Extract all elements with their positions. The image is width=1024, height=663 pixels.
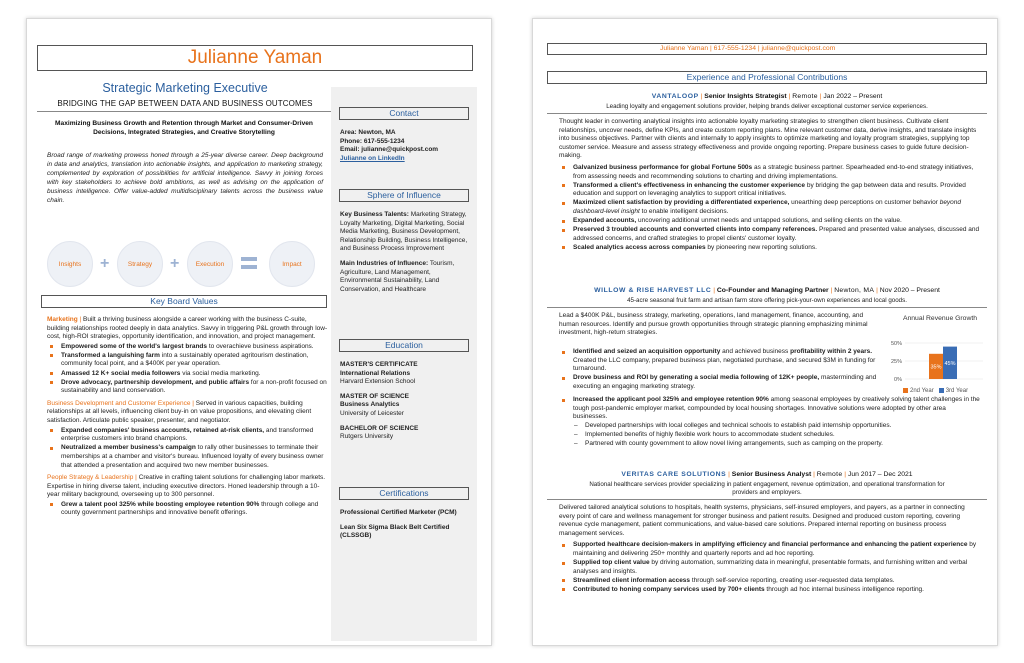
list-item: Transformed a client's effectiveness in enhancing the customer experience by bridging the gap between data and results. Provided education and support on leveraging analytics to support critical initiatives. — [559, 182, 981, 199]
list-item: Expanded accounts, uncovering additional unmet needs and untapped solutions, and selling clients on the value. — [559, 217, 981, 226]
contact-phone: Phone: 617-555-1234 — [340, 137, 405, 145]
list-item: Transformed a languishing farm into a sustainably operated agritourism destination, community focal point, and a $400K per year operation. — [47, 352, 329, 369]
job-bullets-willow-rise-b — [559, 396, 981, 450]
education-heading: Education — [339, 339, 469, 352]
people-bullets — [47, 501, 329, 518]
contact-heading: Contact — [339, 107, 469, 120]
job-header-vantaloop: VANTALOOP | Senior Insights Strategist | Remote | Jan 2022 – Present — [651, 93, 883, 100]
influence-block: Key Business Talents: Marketing Strategy, Loyalty Marketing, Digital Marketing, Social Media Marketing, Business Development, Relationship Building, Business Intelligence, and Business Process Improvement Main Industries of Influence: Tourism, Agriculture, Land Management, Environmental Sustainability, Land Conservation, and Healthcare — [340, 211, 468, 293]
job-header-willow-rise: WILLOW & RISE HARVEST LLC | Co-Founder and Managing Partner | Newton, MA | Nov 2020 – Present — [594, 287, 940, 294]
job-bullets-willow-rise-a — [559, 348, 883, 392]
name-banner — [37, 45, 473, 71]
list-item: Amassed 12 K+ social media followers via social media marketing. — [47, 370, 329, 379]
list-item: Supported healthcare decision-makers in amplifying efficiency and financial performance and enhancing the patient experience by maintaining and delivering 250+ monthly and quarterly reports and ad hoc reporting. — [559, 541, 981, 558]
list-item: Maximized client satisfaction by providing a differentiated experience, unearthing deep perceptions on customer behavior beyond dashboard-level insight to enable intelligent decisions. — [559, 199, 981, 216]
certifications-block — [340, 509, 472, 547]
list-item: Supplied top client value by driving automation, summarizing data in meaningful, presentable formats, and furnishing written and verbal analyses and insights. — [559, 559, 981, 576]
y-tick-label: 25% — [890, 359, 902, 365]
list-item: Streamlined client information access through self-service reporting, creating user-requested data templates. — [559, 577, 981, 586]
marketing-bullets — [47, 343, 329, 396]
resume-page-1 — [26, 18, 492, 646]
certification-item: Professional Certified Marketer (PCM) — [340, 509, 457, 516]
certifications-heading: Certifications — [339, 487, 469, 500]
education-item: BACHELOR OF SCIENCE Rutgers University — [340, 424, 419, 441]
experience-heading: Experience and Professional Contributions — [547, 71, 987, 84]
job-body-veritas: Delivered tailored analytical solutions to hospitals, health systems, physicians, self-insured employers, and payers, as a partner in connecting every point of care and wellness management for stronger business and patient results. Designed and produced custom reporting, covering revenue cycle management, patient communications, and value-based care solutions. Prepared internal reporting on business process management services. Supported healthcare decision-makers in amplifying efficiency and financial performance and enhancing the patient experience by maintaining and delivering 250+ monthly and quarterly reports and ad hoc reporting. Supplied top client value by driving automation, summarizing data in meaningful, presentable formats, and furnishing written and verbal analyses and insights. Streamlined client information access through self-service reporting, creating user-requested data templates. Contributed to honing company services used by 700+ clients through ad hoc internal business intelligence reporting. — [559, 504, 981, 595]
list-item: Expanded companies' business accounts, retained at-risk clients, and transformed enterprise customers into brand champions. — [47, 427, 329, 444]
y-tick-label: 0% — [894, 377, 902, 383]
bizdev-paragraph: Business Development and Customer Experience | Served in various capacities, building relationships at all levels, influencing client buy-in on value propositions, and elevating client satisfaction. Articulate public speaker, presenter, and negotiator. — [47, 399, 312, 425]
people-paragraph: People Strategy & Leadership | Creative in crafting talent solutions for challenging labor markets. Expertise in hiring diverse talent, including executive directors. Honed leadership through a 10-year military background, overseeing up to 300 personnel. — [47, 474, 326, 499]
profile-summary: Broad range of marketing prowess honed through a 25-year diverse career. Deep background in data and analytics, translation into actionable insights, and application to marketing strategy, complemented by exploration of possibilities for artificial intelligence. Savvy in joining forces with key stakeholders to achieve bold ambitions, as well as advising on the application of business intelligence. Offer value-added multidisciplinary talents across the business value chain. — [47, 152, 323, 204]
candidate-name: Julianne Yaman — [187, 47, 323, 68]
job-description: Leading loyalty and engagement solutions provider, helping brands deliver exceptional customer service experiences. — [547, 103, 987, 114]
list-item: Preserved 3 troubled accounts and converted clients into company references. Prepared and presented value analyses, discussed and addressed concerns, and crafted strategies to propel clients' customer loyalty. — [559, 226, 981, 243]
list-item: Neutralized a member business's campaign to rally other businesses to terminate their memberships at a chamber and visitor's bureau. Influenced loyalty of every business owner that attended a presentation and acquired two new member businesses. — [47, 444, 329, 470]
bar-data-label: 35% — [930, 364, 942, 371]
list-item: Grew a talent pool 325% while boosting employee retention 90% through college and county government partnerships and innovative benefit offerings. — [47, 501, 329, 518]
value-tagline: Maximizing Business Growth and Retention through Market and Consumer-Driven Decisions, Integrated Strategies, and Creative Storytelling — [55, 120, 313, 136]
list-item: Contributed to honing company services used by 700+ clients through ad hoc internal business intelligence reporting. — [559, 586, 981, 595]
education-item: MASTER OF SCIENCE Business Analytics University of Leicester — [340, 392, 409, 417]
list-item: Drove business and ROI by generating a social media following of 12K+ people, masterminding and executing an engaging marketing strategy. — [559, 374, 883, 391]
formula-bubble-execution: Execution — [187, 241, 233, 287]
education-block — [340, 361, 472, 448]
plus-icon: + — [100, 255, 110, 272]
list-item: Drove advocacy, partnership development, and public affairs for a non-profit focused on sustainability and land conservation. — [47, 379, 329, 396]
linkedin-link[interactable]: Julianne on LinkedIn — [340, 154, 405, 162]
y-tick-label: 50% — [890, 341, 902, 347]
education-item: MASTER'S CERTIFICATE International Relations Harvard Extension School — [340, 361, 418, 386]
legend-swatch-3rd-year — [939, 388, 944, 393]
headline: Strategic Marketing Executive — [102, 81, 268, 95]
sphere-of-influence-heading: Sphere of Influence — [339, 189, 469, 202]
legend-label: 2nd Year — [910, 388, 934, 395]
subheadline: BRIDGING THE GAP BETWEEN DATA AND BUSINESS OUTCOMES — [37, 99, 333, 112]
list-item: Scaled analytics access across companies by pioneering new reporting solutions. — [559, 244, 981, 253]
job-description: 45-acre seasonal fruit farm and artisan farm store offering pick-your-own experiences and local goods. — [547, 297, 987, 308]
revenue-growth-chart — [879, 315, 989, 401]
equals-icon — [241, 257, 257, 271]
formula-bubble-strategy: Strategy — [117, 241, 163, 287]
job-summary-willow-rise: Lead a $400K P&L, business strategy, marketing, operations, land management, finance, accounting, and human resources. Identify and pursue growth opportunities through strategic planning emphasizing minimal investment, high-return strategies. — [559, 312, 868, 337]
legend-label: 3rd Year — [945, 388, 969, 395]
list-item: Increased the applicant pool 325% and employee retention 90% among seasonal employees by creatively solving talent challenges in the tough post-pandemic employer market, compounded by local housing shortages. Innovative solutions were adopted by other area businesses. — [559, 396, 981, 422]
bar-data-label: 45% — [944, 360, 956, 367]
sub-list-item: – Implemented benefits of highly flexible work hours to accommodate student schedules. — [559, 431, 981, 440]
sub-list-item: – Partnered with county government to allow novel living arrangements, such as camping on the property. — [559, 440, 981, 449]
key-board-values-body — [47, 316, 329, 522]
contact-area: Area: Newton, MA — [340, 129, 396, 136]
sidebar — [331, 87, 477, 641]
sub-list-item: – Developed partnerships with local colleges and technical schools to establish paid internship opportunities. — [559, 422, 981, 431]
list-item: Empowered some of the world's largest brands to overachieve business aspirations. — [47, 343, 329, 352]
chart-legend — [903, 388, 993, 394]
contact-email[interactable]: Email: julianne@quickpost.com — [340, 146, 439, 154]
job-body-vantaloop: Thought leader in converting analytical insights into actionable loyalty marketing strategies to strengthen client business. Cultivate client relationships, uncover needs, define KPIs, and create custom reporting plans. Mine relevant customer data, derive insights, and translate insights into business objectives. Partner with clients and internally to apply insights to optimize marketing and loyalty program strategies, supplying top customer service. Measure and assess strategy effectiveness and provide ongoing reporting. Prepare business cases to guide future decision-making. Galvanized business performance for global Fortune 500s as a strategic business partner. Spearheaded end-to-end strategy initiatives, from assessing needs and recommending solutions to charting and driving implementations. Transformed a client's effectiveness in enhancing the customer experience by bridging the gap between data and results. Provided education and support on leveraging analytics to support critical initiatives. Maximized client satisfaction by providing a differentiated experience, unearthing deep perceptions on customer behavior beyond dashboard-level insight to enable intelligent decisions. Expanded accounts, uncovering additional unmet needs and untapped solutions, and selling clients on the value. Preserved 3 troubled accounts and converted clients into company references. Prepared and presented value analyses, discussed and addressed concerns, and crafted strategies to propel clients' customer loyalty. Scaled analytics access across companies by pioneering new reporting solutions. — [559, 118, 980, 251]
legend-swatch-2nd-year — [903, 388, 908, 393]
marketing-paragraph: Marketing | Built a thriving business alongside a career working with the business C-suite, building relationships rooted deeply in data analytics. Savvy in triggering P&L growth through low-cost, high-ROI strategies, opportunity identification, and innovation, and project management. — [47, 316, 328, 341]
formula-bubble-impact: Impact — [269, 241, 315, 287]
plus-icon: + — [170, 255, 180, 272]
job-header-veritas: VERITAS CARE SOLUTIONS | Senior Business Analyst | Remote | Jun 2017 – Dec 2021 — [621, 471, 913, 478]
list-item: Galvanized business performance for global Fortune 500s as a strategic business partner. Spearheaded end-to-end strategy initiatives, from assessing needs and recommending solutions to charting and driving implementations. — [559, 164, 981, 181]
resume-page-2 — [532, 18, 998, 646]
contact-block — [340, 129, 472, 163]
key-board-values-heading: Key Board Values — [41, 295, 327, 308]
value-formula — [47, 241, 331, 287]
bizdev-bullets — [47, 427, 329, 470]
formula-bubble-insights: Insights — [47, 241, 93, 287]
certification-item: Lean Six Sigma Black Belt Certified (CLSSGB) — [340, 523, 450, 540]
list-item: Identified and seized an acquisition opportunity and achieved business profitability within 2 years. Created the LLC company, prepared business plan, negotiated purchase, and secured $3M in funding for turnaround. — [559, 348, 883, 374]
job-description: National healthcare services provider specializing in patient engagement, revenue optimization, and operational transformation for providers and employers. — [547, 481, 987, 500]
page2-contact-header: Julianne Yaman | 617-555-1234 | julianne@quickpost.com — [547, 43, 987, 55]
chart-title: Annual Revenue Growth — [902, 315, 978, 322]
